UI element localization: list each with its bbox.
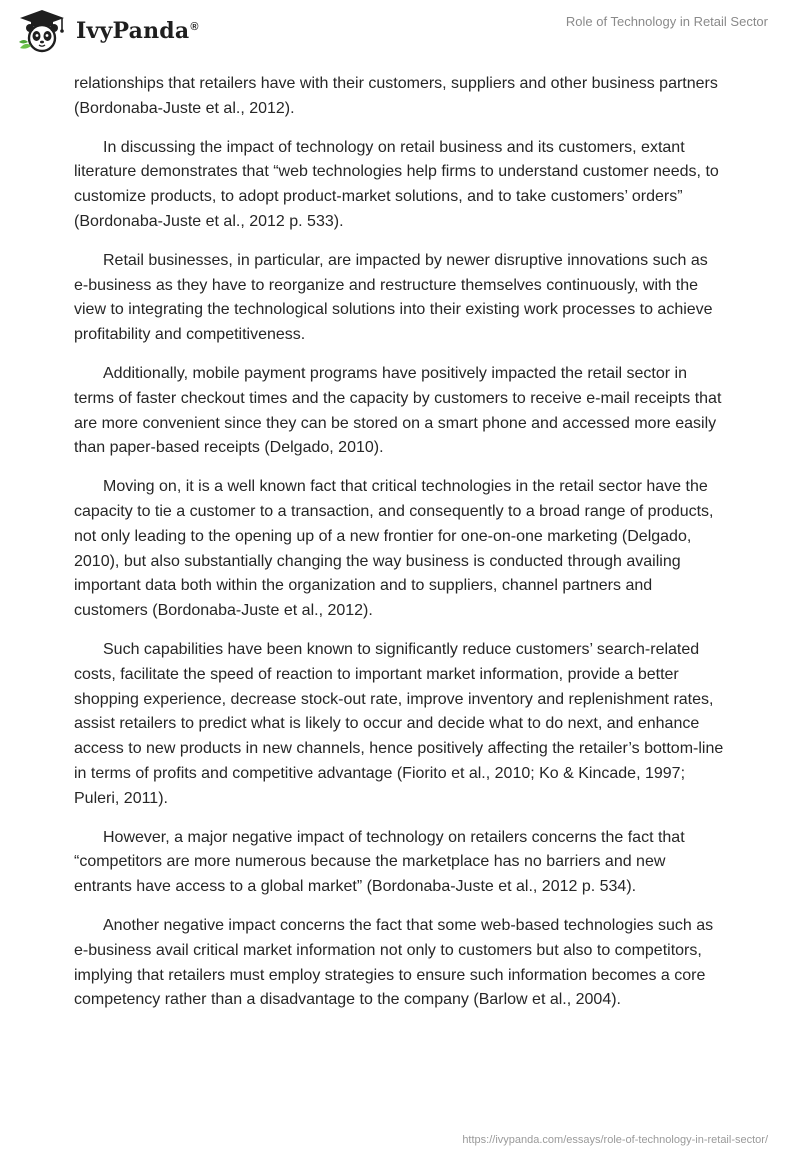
paragraph: Such capabilities have been known to significantly reduce customers’ search-related costs, facilitate the speed of reaction to important market information, provide a better shopping experience, decrease stock-out rate, improve inventory and replenishment rates, assist retailers to predict what is likely to occur and decide what to do next, and enhance access to new products in new channels, hence positively affecting the retailer’s bottom-line in terms of profits and competitive advantage (Fiorito et al., 2010; Ko & Kincade, 1997; Puleri, 2011).	[74, 640, 724, 807]
brand-name: IvyPanda®	[76, 18, 199, 44]
paragraph: Moving on, it is a well known fact that critical technologies in the retail sector have the capacity to tie a customer to a transaction, and consequently to a broad range of products, not only leading to the opening up of a new frontier for one-on-one marketing (Delgado, 2010), but also substantially changing the way business is conducted through availing important data both within the organization and to suppliers, channel partners and customers (Bordonaba-Juste et al., 2012).	[74, 478, 714, 620]
essay-body	[74, 72, 726, 1027]
page-header	[0, 0, 800, 70]
paragraph: Retail businesses, in particular, are impacted by newer disruptive innovations such as e-business as they have to reorganize and restructure themselves continuously, with the view to integrating the technological solutions into their existing work processes to achieve profitability and competitiveness.	[74, 251, 713, 344]
paragraph-continued: relationships that retailers have with their customers, suppliers and other business partners (Bordonaba-Juste et al., 2012).	[74, 75, 718, 117]
ivypanda-logo[interactable]	[16, 8, 199, 54]
panda-graduate-icon	[16, 8, 68, 54]
paragraph: Additionally, mobile payment programs have positively impacted the retail sector in terms of faster checkout times and the capacity by customers to receive e-mail receipts that are more convenient since they can be stored on a smart phone and accessed more easily than paper-based receipts (Delgado, 2010).	[74, 364, 722, 457]
paragraph: In discussing the impact of technology on retail business and its customers, extant literature demonstrates that “web technologies help firms to understand customer needs, to customize products, to adopt product-market solutions, and to take customers’ orders” (Bordonaba-Juste et al., 2012 p. 533).	[74, 138, 719, 230]
source-url[interactable]: https://ivypanda.com/essays/role-of-technology-in-retail-sector/	[462, 1134, 768, 1146]
document-title: Role of Technology in Retail Sector	[565, 14, 768, 29]
registered-mark: ®	[190, 20, 199, 33]
paragraph: However, a major negative impact of technology on retailers concerns the fact that “competitors are more numerous because the marketplace has no barriers and new entrants have access to a global market” (Bordonaba-Juste et al., 2012 p. 534).	[74, 828, 685, 896]
paragraph: Another negative impact concerns the fact that some web-based technologies such as e-business avail critical market information not only to customers but also to competitors, implying that retailers must employ strategies to ensure such information becomes a core competency rather than a disadvantage to the company (Barlow et al., 2004).	[74, 916, 714, 1009]
